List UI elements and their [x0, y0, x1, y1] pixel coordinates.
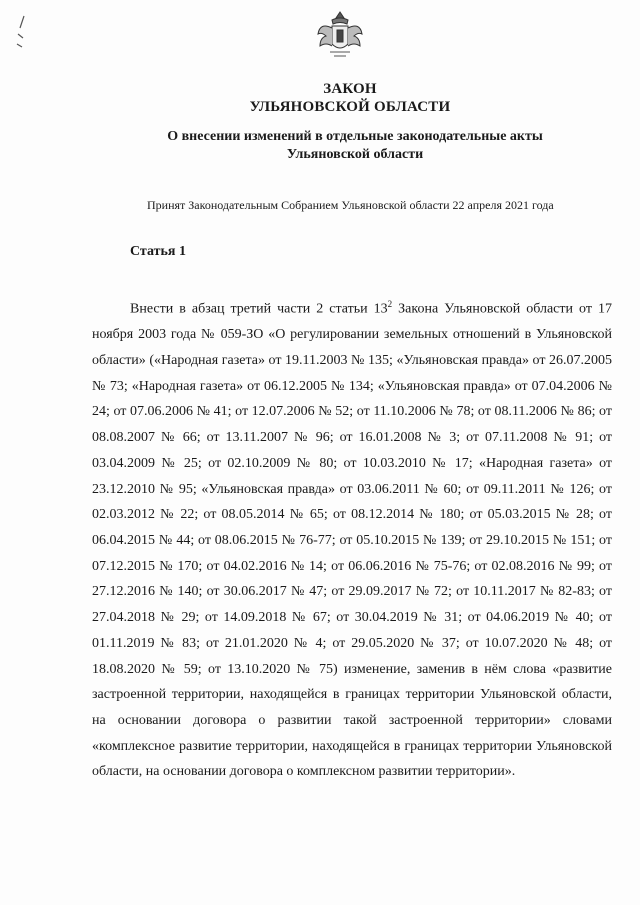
body-text-rest: Закона Ульяновской области от 17 ноября 2003 года № 059-ЗО «О регулировании земельных отношений в Ульяновской области» («Народная газета» от 19.11.2003 № 135; «Ульяновская правда» от 26.07.2005 № 73; «Народная газета» от 06.12.2005 № 134; «Ульяновская правда» от 07.04.2006 № 24; от 07.06.2006 № 41; от 12.07.2006 № 52; от 11.10.2006 № 78; от 08.11.2006 № 86; от 08.08.2007 № 66; от 13.11.2007 № 96; от 16.01.2008 № 3; от 07.11.2008 № 91; от 03.04.2009 № 25; от 02.10.2009 № 80; от 10.03.2010 № 17; «Народная газета» от 23.12.2010 № 95; «Ульяновская правда» от 03.06.2011 № 60; от 09.11.2011 № 126; от 02.03.2012 № 22; от 08.05.2014 № 65; от 08.12.2014 № 180; от 05.03.2015 № 28; от 06.04.2015 № 44; от 08.06.2015 № 76-77; от 05.10.2015 № 139; от 29.10.2015 № 151; от 07.12.2015 № 170; от 04.02.2016 № 14; от 06.06.2016 № 75-76; от 02.08.2016 № 99; от 27.12.2016 № 140; от 30.06.2017 № 47; от 29.09.2017 № 72; от 10.11.2017 № 82-83; от 27.04.2018 № 29; от 14.09.2018 № 67; от 30.04.2019 № 31; от 04.06.2019 № 40; от 01.11.2019 № 83; от 21.01.2020 № 4; от 29.05.2020 № 37; от 10.07.2020 № 48; от 18.08.2020 № 59; от 13.10.2020 № 75) изменение, заменив в нём слова «развитие застроенной территории, находящейся в границах территории Ульяновской области, на основании договора о развитии такой застроенной территории» словами «комплексное развитие территории, находящейся в границах территории Ульяновской области, на основании договора о комплексном развитии территории».	[92, 301, 613, 780]
title-line-2: УЛЬЯНОВСКОЙ ОБЛАСТИ	[249, 99, 451, 115]
subtitle-line-1: О внесении изменений в отдельные законодательные акты	[167, 129, 543, 144]
article-paragraph	[92, 292, 612, 785]
coat-of-arms-icon	[312, 8, 368, 64]
document-title	[0, 80, 640, 116]
document-subtitle	[0, 128, 640, 164]
pen-mark-icon	[14, 14, 30, 50]
article-body	[92, 292, 612, 785]
article-heading: Статья 1	[130, 244, 186, 259]
subtitle-line-2: Ульяновской области	[286, 147, 424, 162]
title-line-1: ЗАКОН	[323, 81, 377, 97]
adoption-note: Принят Законодательным Собранием Ульяновской области 22 апреля 2021 года	[147, 198, 554, 212]
article-superscript: 2	[387, 299, 393, 309]
body-text-start: Внести в абзац третий части 2 статьи 13	[130, 301, 388, 317]
